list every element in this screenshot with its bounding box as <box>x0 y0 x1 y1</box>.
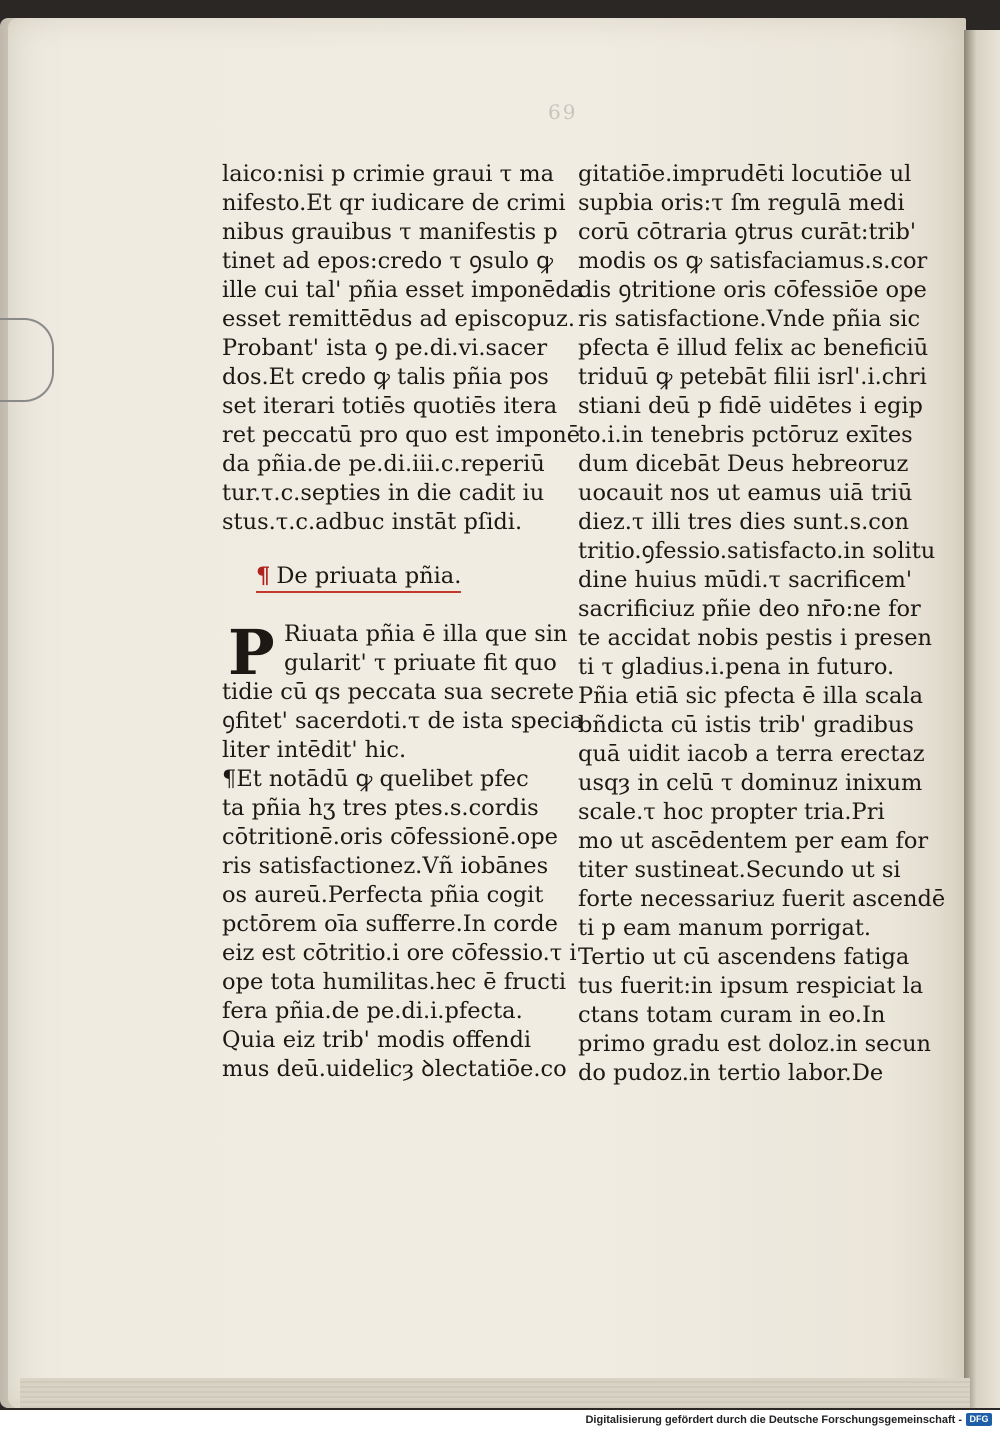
text-line: mo ut ascēdentem per eam for <box>578 828 929 854</box>
text-line: tur.τ.c.septies in die cadit iu <box>222 480 545 506</box>
text-line: fera pñia.de pe.di.i.pfecta. <box>222 998 523 1024</box>
text-line: forte necessariuz fuerit ascendē <box>578 886 946 912</box>
left-column-bottom <box>222 616 584 1084</box>
text-line: ille cui tal' pñia esset imponēda <box>222 277 584 303</box>
text-line: pctōrem oīa sufferre.In corde <box>222 911 558 937</box>
text-line: eiz est cōtritio.i ore cōfessio.τ i <box>222 940 577 966</box>
text-line: da pñia.de pe.di.iii.c.reperiū <box>222 451 545 477</box>
text-line: tritio.ꝯfessio.satisfacto.in solitu <box>578 538 936 564</box>
text-line: primo gradu est doloz.in secun <box>578 1031 932 1057</box>
text-line: dis ꝯtritione oris cōfessiōe ope <box>578 277 927 303</box>
text-line: modis os ꝙ satisfaciamus.s.cor <box>578 248 928 274</box>
text-line: uocauit nos ut eamus uiā triū <box>578 480 913 506</box>
text-line: usqȝ in celū τ dominuz inixum <box>578 770 923 796</box>
text-line: te accidat nobis pestis i presen <box>578 625 933 651</box>
decorated-initial: P <box>228 616 275 689</box>
text-line: Riuata pñia ē illa que sin <box>284 621 568 647</box>
text-line: gularit' τ priuate fit quo <box>284 650 557 676</box>
footer-bar <box>0 1410 1000 1431</box>
text-line: dum dicebāt Deus hebreoruz <box>578 451 909 477</box>
text-line: Probant' ista ꝯ pe.di.vi.sacer <box>222 335 548 361</box>
text-line: ris satisfactionez.Vñ iobānes <box>222 853 549 879</box>
text-line: Quia eiz trib' modis offendi <box>222 1027 532 1053</box>
text-line: scale.τ hoc propter tria.Pri <box>578 799 885 825</box>
text-line: titer sustineat.Secundo ut si <box>578 857 901 883</box>
text-line: os aureū.Perfecta pñia cogit <box>222 882 544 908</box>
text-line: dos.Et credo ꝙ talis pñia pos <box>222 364 549 390</box>
text-line: triduū ꝙ petebāt filii isrl'.i.chri <box>578 364 927 390</box>
gutter-shadow <box>964 30 1000 1408</box>
text-line: ope tota humilitas.hec ē fructi <box>222 969 567 995</box>
text-line: ti p eam manum porrigat. <box>578 915 872 941</box>
left-column-top <box>222 160 584 537</box>
text-line: supbia oris:τ ſm regulā medi <box>578 190 905 216</box>
text-line: quā uidit iacob a terra erectaz <box>578 741 925 767</box>
right-column <box>578 160 946 1088</box>
text-line: ctans totam curam in eo.In <box>578 1002 886 1028</box>
text-line: mus deū.uidelicȝ ꝺlectatiōe.co <box>222 1056 567 1082</box>
text-line: cōtritionē.oris cōfessionē.ope <box>222 824 558 850</box>
text-line: corū cōtraria ꝯtrus curāt:trib' <box>578 219 917 245</box>
text-line: ꝯfitet' sacerdoti.τ de ista specia <box>222 708 584 734</box>
page-bottom-edge <box>20 1378 970 1408</box>
text-line: tidie cū qs peccata sua secrete <box>222 679 575 705</box>
text-line: liter intēdit' hic. <box>222 737 407 763</box>
text-line: nibus grauibus τ manifestis p <box>222 219 558 245</box>
pilcrow-rubric-icon: ¶ <box>256 563 271 589</box>
text-line: bñdicta cū istis trib' gradibus <box>578 712 914 738</box>
text-line: set iterari totiēs quotiēs itera <box>222 393 558 419</box>
folio-number: 69 <box>548 100 578 124</box>
text-line: stiani deū p fidē uidētes i egip <box>578 393 923 419</box>
text-line: dine huius mūdi.τ sacrificem' <box>578 567 913 593</box>
dfg-logo-icon: DFG <box>966 1413 992 1426</box>
text-line: Pñia etiā sic pfecta ē illa scala <box>578 683 924 709</box>
text-line: nifesto.Et qr iudicare de crimi <box>222 190 566 216</box>
text-line: tinet ad epos:credo τ ꝯsulo ꝙ <box>222 248 554 274</box>
text-line: ta pñia hʒ tres ptes.s.cordis <box>222 795 539 821</box>
funding-credit: Digitalisierung gefördert durch die Deutsche Forschungsgemeinschaft - <box>585 1414 962 1426</box>
text-line: ret peccatū pro quo est imponē <box>222 422 581 448</box>
paper-clip-icon <box>0 318 54 402</box>
text-line: diez.τ illi tres dies sunt.s.con <box>578 509 909 535</box>
text-line: ¶Et notādū ꝙ quelibet pfec <box>222 766 529 792</box>
text-line: ti τ gladius.i.pena in futuro. <box>578 654 895 680</box>
text-line: Tertio ut cū ascendens fatiga <box>578 944 910 970</box>
text-line: tus fuerit:in ipsum respiciat la <box>578 973 924 999</box>
text-line: sacrificiuz pñie deo nr̄o:ne for <box>578 596 921 622</box>
text-line: do pudoz.in tertio labor.De <box>578 1060 884 1086</box>
text-line: ris satisfactione.Vnde pñia sic <box>578 306 921 332</box>
text-line: stus.τ.c.adbuc instāt pſidi. <box>222 509 523 535</box>
text-line: esset remittēdus ad episcopuz. <box>222 306 575 332</box>
text-line: to.i.in tenebris pctōruz exītes <box>578 422 913 448</box>
heading-text: De priuata pñia. <box>276 563 462 589</box>
text-line: gitatiōe.imprudēti locutiōe ul <box>578 161 912 187</box>
text-line: laico:nisi p crimie graui τ ma <box>222 161 554 187</box>
section-heading <box>256 563 461 593</box>
text-line: pfecta ē illud felix ac beneficiū <box>578 335 929 361</box>
